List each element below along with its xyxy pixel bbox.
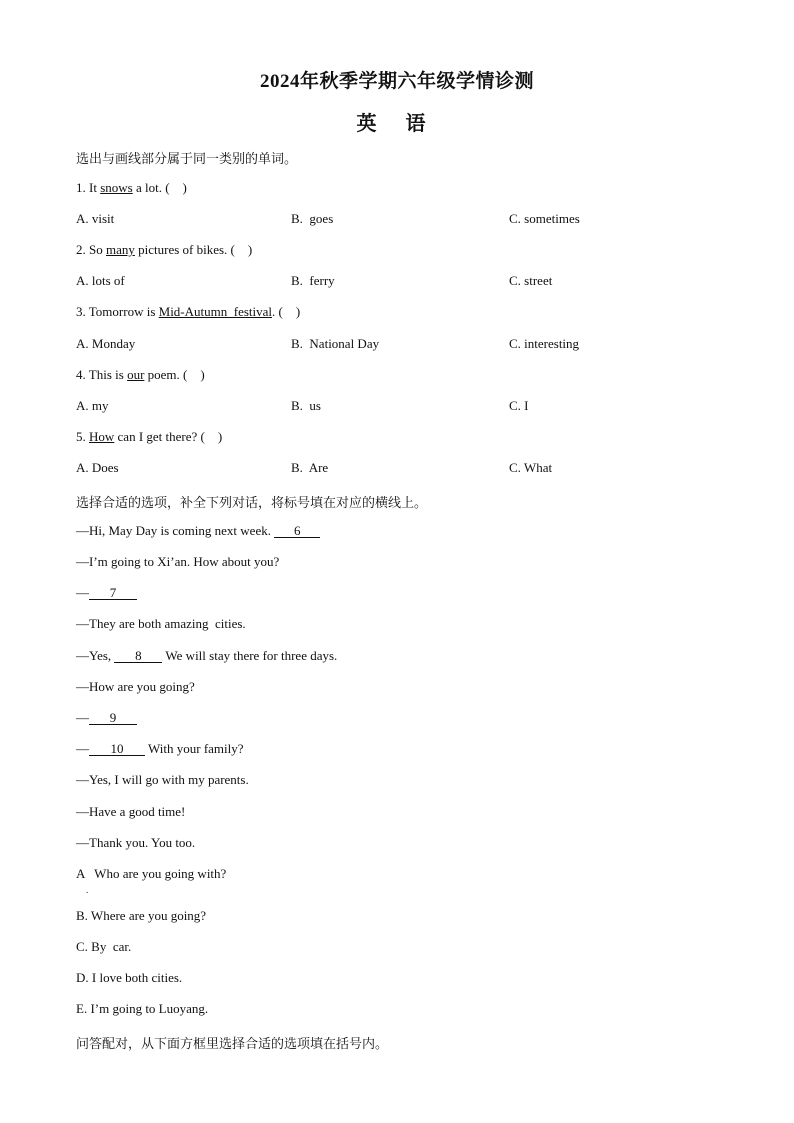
dialogue-line-7: — 9	[76, 710, 137, 726]
q3-option-a: A. Monday	[76, 336, 136, 351]
question-5: 5. How can I get there? ( )	[76, 429, 223, 444]
dialogue-line-1: —Hi, May Day is coming next week. 6	[76, 523, 320, 539]
underlined-word: How	[89, 429, 115, 444]
choice-b: B. Where are you going?	[76, 908, 207, 923]
q2-option-a: A. lots of	[76, 273, 125, 288]
question-3: 3. Tomorrow is Mid-Autumn festival. ( )	[76, 304, 301, 319]
q4-option-a: A. my	[76, 398, 109, 413]
page-title: 2024年秋季学期六年级学情诊测	[259, 71, 534, 92]
dialogue-line-5: —Yes, 8 We will stay there for three days.	[76, 648, 338, 663]
underlined-word: our	[127, 367, 145, 382]
stray-dot: .	[86, 885, 89, 895]
section2-instruction: 选择合适的选项，补全下列对话，将标号填在对应的横线上。	[76, 495, 428, 510]
choice-e: E. I’m going to Luoyang.	[76, 1001, 209, 1016]
q5-option-c: C. What	[509, 460, 553, 475]
q1-option-a: A. visit	[76, 211, 115, 226]
dialogue-line-4: —They are both amazing cities.	[76, 616, 246, 631]
dialogue-line-9: —Yes, I will go with my parents.	[76, 772, 249, 787]
subject-title: 英 语	[356, 113, 438, 135]
blank-6[interactable]: 6	[274, 524, 320, 538]
dialogue-line-8: — 10 With your family?	[76, 741, 244, 756]
section1-instruction: 选出与画线部分属于同一类别的单词。	[76, 151, 298, 166]
blank-9[interactable]: 9	[89, 711, 137, 725]
blank-10[interactable]: 10	[89, 742, 145, 756]
question-1: 1. It snows a lot. ( )	[76, 180, 187, 195]
question-2: 2. So many pictures of bikes. ( )	[76, 242, 253, 257]
choice-c: C. By car.	[76, 939, 132, 954]
q4-option-b: B. us	[291, 398, 321, 413]
dialogue-line-10: —Have a good time!	[76, 804, 186, 819]
q5-option-a: A. Does	[76, 460, 119, 475]
q1-option-b: B. goes	[291, 211, 334, 226]
q2-option-c: C. street	[509, 273, 553, 288]
question-4: 4. This is our poem. ( )	[76, 367, 205, 382]
underlined-word: snows	[100, 180, 133, 195]
section3-instruction: 问答配对，从下面方框里选择合适的选项填在括号内。	[76, 1036, 389, 1051]
dialogue-line-11: —Thank you. You too.	[76, 835, 196, 850]
dialogue-line-3: — 7	[76, 585, 137, 601]
q5-option-b: B. Are	[291, 460, 329, 475]
q1-option-c: C. sometimes	[509, 211, 580, 226]
q3-option-b: B. National Day	[291, 336, 380, 351]
blank-7[interactable]: 7	[89, 586, 137, 600]
underlined-word: many	[105, 242, 135, 257]
choice-a: A Who are you going with?	[76, 866, 227, 881]
q2-option-b: B. ferry	[291, 273, 335, 288]
underlined-word: Mid-Autumn festival	[158, 304, 273, 319]
dialogue-line-6: —How are you going?	[76, 679, 195, 694]
choice-d: D. I love both cities.	[76, 970, 183, 985]
dialogue-line-2: —I’m going to Xi’an. How about you?	[76, 554, 280, 569]
blank-8[interactable]: 8	[114, 649, 162, 663]
q3-option-c: C. interesting	[509, 336, 580, 351]
q4-option-c: C. I	[509, 398, 529, 413]
